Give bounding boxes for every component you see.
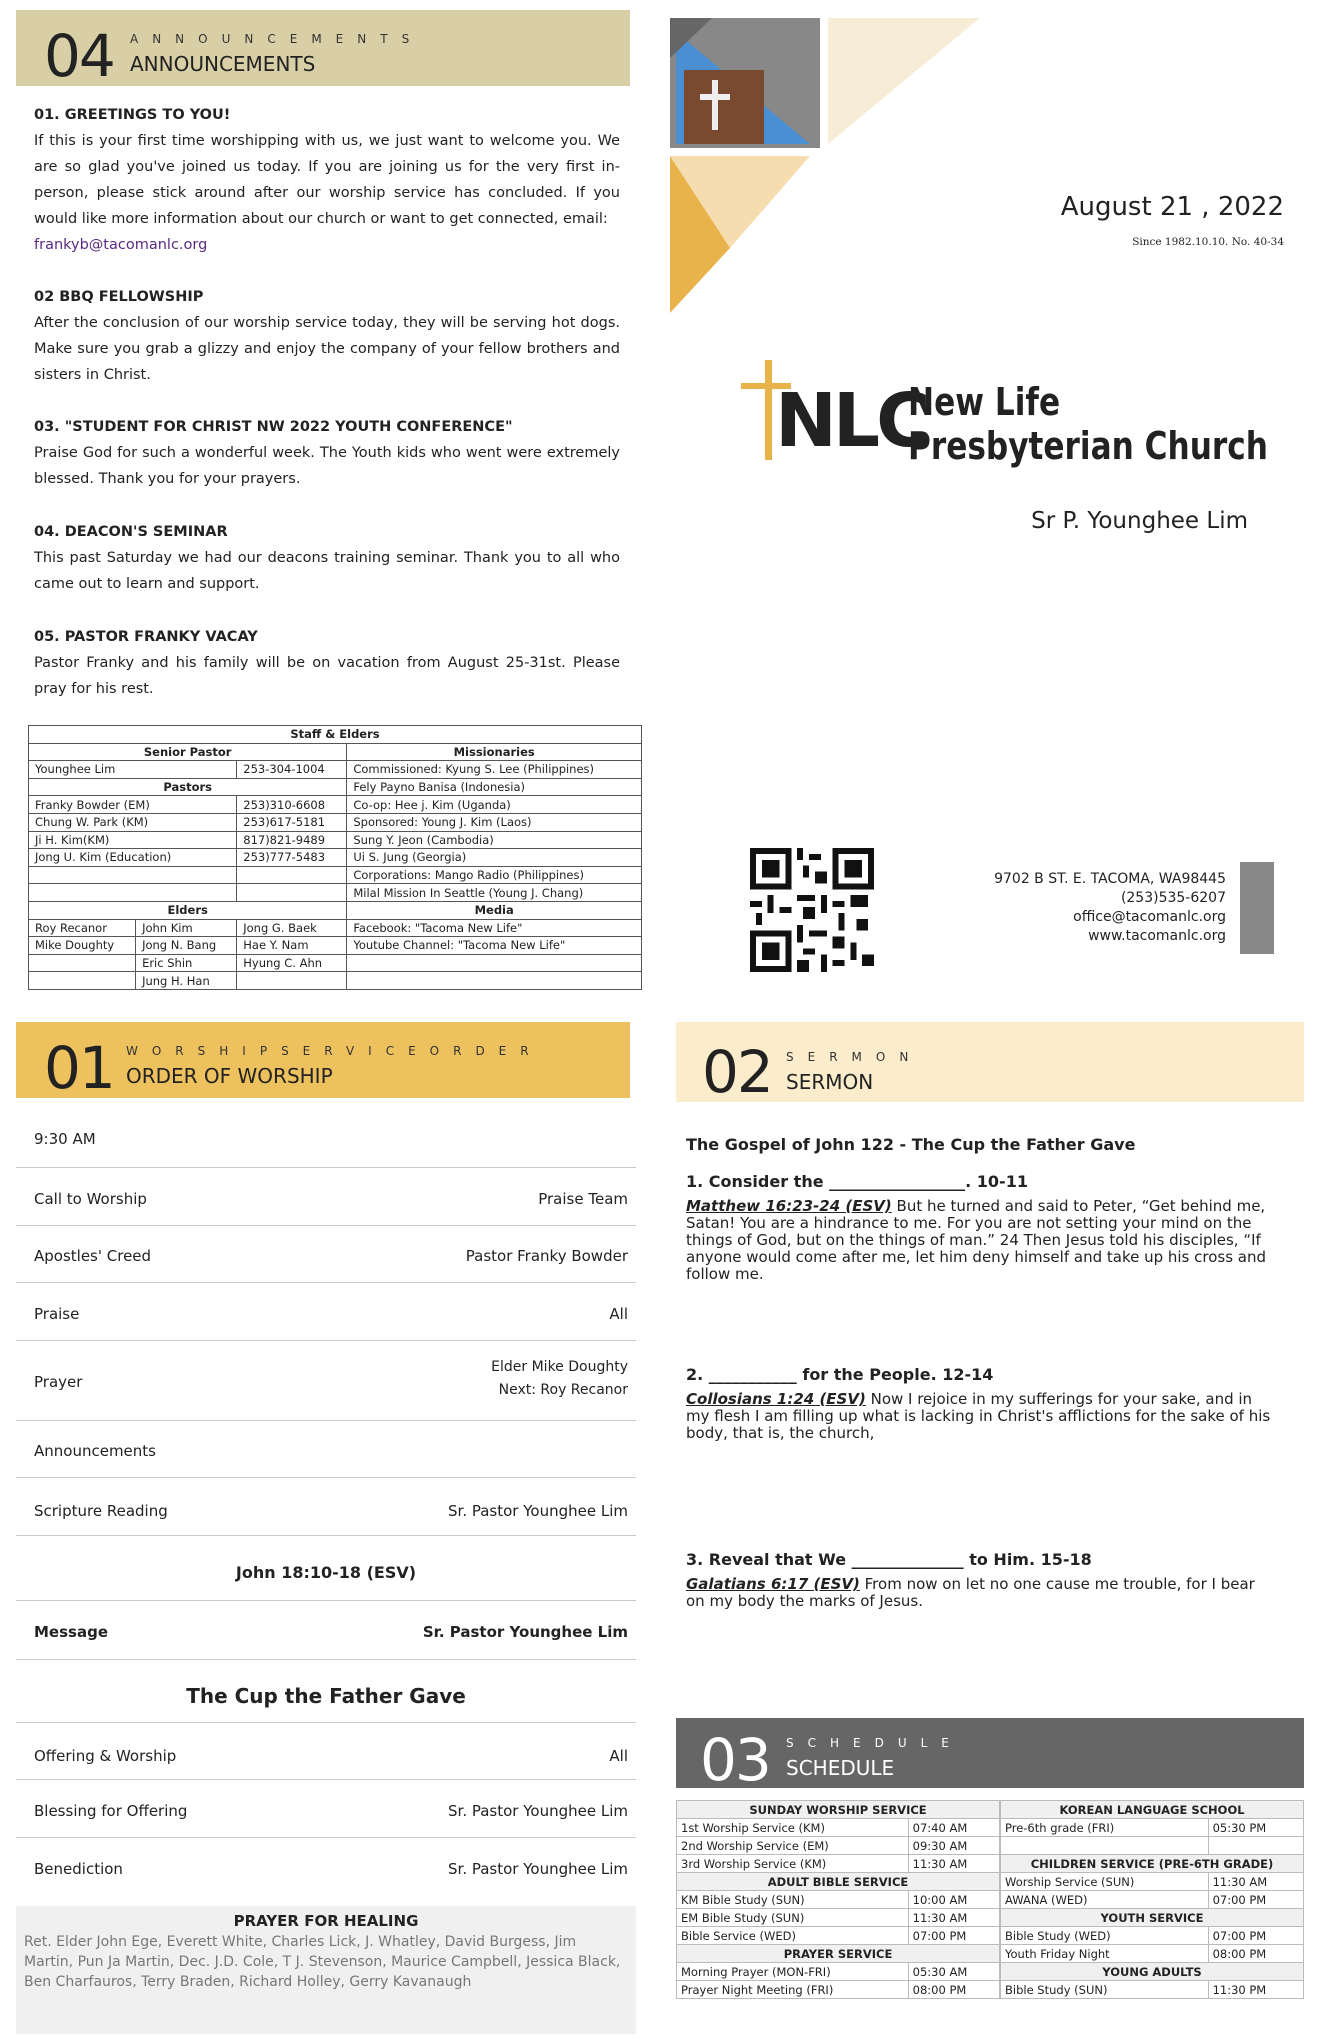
elder-name: Mike Doughty [29, 937, 136, 955]
schedule-time: 11:30 PM [1208, 1981, 1303, 1999]
senior-pastor-name: Younghee Lim [29, 761, 237, 779]
schedule-event: KM Bible Study (SUN) [677, 1891, 909, 1909]
schedule-section-row [677, 1801, 1000, 1819]
elder-name: Jong G. Baek [237, 919, 347, 937]
section-title: ORDER OF WORSHIP [126, 1064, 333, 1088]
schedule-section-heading: YOUTH SERVICE [1001, 1909, 1304, 1927]
schedule-row [677, 1981, 1000, 1999]
elder-name [29, 954, 136, 972]
announcement-body: After the conclusion of our worship service today, they will be serving hot dogs. Make sure you grab a glizzy and enjoy the company of your fellow brothers and sisters in Christ. [34, 315, 620, 383]
media-item [347, 954, 642, 972]
worship-item-leader: Pastor Franky Bowder [465, 1247, 628, 1265]
announcement-4 [34, 519, 620, 597]
schedule-event: Youth Friday Night [1001, 1945, 1209, 1963]
announcement-title: 02 BBQ FELLOWSHIP [34, 289, 204, 305]
phone: (253)535-6207 [1120, 890, 1226, 906]
schedule-row [677, 1837, 1000, 1855]
worship-item-label: Praise [34, 1305, 80, 1323]
announcement-1 [34, 102, 620, 258]
worship-time-row [16, 1120, 636, 1168]
elder-name: Roy Recanor [29, 919, 136, 937]
schedule-row [1001, 1873, 1304, 1891]
section-number: 02 [702, 1038, 772, 1106]
empty-cell [29, 866, 237, 884]
schedule-table-left [676, 1800, 1000, 1999]
section-title: SERMON [786, 1070, 874, 1094]
elder-name: Hae Y. Nam [237, 937, 347, 955]
issue-date: August 21 , 2022 [1060, 192, 1284, 222]
schedule-section-heading: SUNDAY WORSHIP SERVICE [677, 1801, 1000, 1819]
worship-row [16, 1722, 636, 1780]
pastor-name: Franky Bowder (EM) [29, 796, 237, 814]
missionary: Co-op: Hee j. Kim (Uganda) [347, 796, 642, 814]
schedule-row [1001, 1819, 1304, 1837]
schedule-row [677, 1855, 1000, 1873]
announcement-body: Pastor Franky and his family will be on vacation from August 25-31st. Please pray for his rest. [34, 655, 620, 697]
worship-item-label: Call to Worship [34, 1190, 147, 1208]
schedule-row [677, 1891, 1000, 1909]
schedule-time: 08:00 PM [908, 1981, 999, 1999]
schedule-time: 07:00 PM [1208, 1891, 1303, 1909]
pastor-phone: 253)777-5483 [237, 849, 347, 867]
worship-row [16, 1226, 636, 1283]
sermon-point-1 [686, 1173, 1274, 1283]
pastor-phone: 253)310-6608 [237, 796, 347, 814]
schedule-section-heading: ADULT BIBLE SERVICE [677, 1873, 1000, 1891]
schedule-row [1001, 1837, 1304, 1855]
worship-item-label: Benediction [34, 1860, 123, 1878]
cover-geometric-art [670, 18, 980, 318]
schedule-event: Worship Service (SUN) [1001, 1873, 1209, 1891]
logo-letters: NLC [775, 378, 927, 464]
scripture-reference: Galatians 6:17 (ESV) [686, 1575, 860, 1593]
announcement-title: 05. PASTOR FRANKY VACAY [34, 629, 258, 645]
section-spaced-title: WORSHIPSERVICEORDER [126, 1044, 543, 1058]
schedule-row [677, 1927, 1000, 1945]
section-title: ANNOUNCEMENTS [130, 52, 316, 76]
schedule-event: 2nd Worship Service (EM) [677, 1837, 909, 1855]
elders-heading: Elders [29, 901, 347, 919]
schedule-time: 07:00 PM [1208, 1927, 1303, 1945]
schedule-event [1001, 1837, 1209, 1855]
senior-pastor-heading: Senior Pastor [29, 743, 347, 761]
elder-name [237, 972, 347, 990]
schedule-section-row [1001, 1909, 1304, 1927]
scripture-text: But he turned and said to Peter, “Get behind me, Satan! You are a hindrance to me. For you are not setting your mind on the things of God, but on the things of man.” 24 Then Jesus told his disciples, “If anyone would come after me, let him deny himself and take up his cross and follow me. [686, 1197, 1267, 1283]
schedule-time: 11:30 AM [908, 1909, 999, 1927]
media-item: Facebook: "Tacoma New Life" [347, 919, 642, 937]
schedule-time: 11:30 AM [1208, 1873, 1303, 1891]
elder-name [29, 972, 136, 990]
address: 9702 B ST. E. TACOMA, WA98445 [994, 871, 1226, 887]
scripture-passage: John 18:10-18 (ESV) [235, 1563, 417, 1582]
worship-item-leader: Sr. Pastor Younghee Lim [448, 1502, 628, 1520]
cream-triangle [828, 18, 980, 144]
schedule-section-row [677, 1873, 1000, 1891]
prayer-title: PRAYER FOR HEALING [233, 1912, 419, 1930]
worship-row [16, 1780, 636, 1838]
schedule-section-heading: KOREAN LANGUAGE SCHOOL [1001, 1801, 1304, 1819]
announcement-title: 04. DEACON'S SEMINAR [34, 524, 228, 540]
pastor-name: Jong U. Kim (Education) [29, 849, 237, 867]
missionary: Milal Mission In Seattle (Young J. Chang) [347, 884, 642, 902]
worship-item-label: Blessing for Offering [34, 1802, 188, 1820]
scripture-reference: Matthew 16:23-24 (ESV) [686, 1197, 892, 1215]
worship-item-leader: Sr. Pastor Younghee Lim [422, 1623, 628, 1641]
schedule-time: 05:30 PM [1208, 1819, 1303, 1837]
section-spaced-title: SERMON [786, 1050, 923, 1064]
service-time: 9:30 AM [34, 1130, 96, 1148]
worship-item-leader: Sr. Pastor Younghee Lim [448, 1802, 628, 1820]
schedule-table-right [1000, 1800, 1304, 1999]
schedule-time: 07:00 PM [908, 1927, 999, 1945]
sermon-point-2 [686, 1366, 1274, 1442]
scripture-text: Now I rejoice in my sufferings for your sake, and in my flesh I am filling up what is lacking in Christ's afflictions for the sake of his body, that is, the church, [686, 1390, 1271, 1442]
schedule-section-row [677, 1945, 1000, 1963]
empty-cell [237, 884, 347, 902]
prayer-names: Ret. Elder John Ege, Everett White, Charles Lick, J. Whatley, David Burgess, Jim Martin, Pun Ja Martin, Dec. J.D. Cole, T J. Stevenson, Maurice Campbell, Jessica Black, Ben Charfauros, Terry Braden, Richard Holley, Gerry Kavanaugh [24, 1934, 621, 1990]
church-name-line-2: Presbyterian Church [908, 424, 1268, 468]
cross-bar [700, 94, 730, 100]
gray-accent-bar [1240, 862, 1274, 954]
section-number: 01 [44, 1034, 114, 1102]
schedule-event: AWANA (WED) [1001, 1891, 1209, 1909]
prayer-for-healing-box [16, 1906, 636, 2034]
elder-name: Hyung C. Ahn [237, 954, 347, 972]
worship-item-label: Message [34, 1623, 108, 1641]
section-spaced-title: ANNOUNCEMENTS [130, 32, 424, 46]
schedule-event: Bible Service (WED) [677, 1927, 909, 1945]
schedule-section-row [1001, 1801, 1304, 1819]
worship-row [16, 1421, 636, 1478]
email-link[interactable]: office@tacomanlc.org [1073, 909, 1226, 925]
announcement-5 [34, 624, 620, 702]
senior-pastor-phone: 253-304-1004 [237, 761, 347, 779]
cross-icon [712, 80, 718, 130]
worship-item-next-leader: Next: Roy Recanor [498, 1382, 628, 1398]
worship-row [16, 1838, 636, 1894]
worship-row [16, 1168, 636, 1226]
schedule-event: Bible Study (WED) [1001, 1927, 1209, 1945]
schedule-event: Prayer Night Meeting (FRI) [677, 1981, 909, 1999]
missionary: Sponsored: Young J. Kim (Laos) [347, 813, 642, 831]
announcement-3 [34, 414, 620, 492]
media-item: Youtube Channel: "Tacoma New Life" [347, 937, 642, 955]
worship-row [16, 1341, 636, 1421]
since-line: Since 1982.10.10. No. 40-34 [1132, 236, 1284, 248]
pastor-name: Ji H. Kim(KM) [29, 831, 237, 849]
section-spaced-title: SCHEDULE [786, 1736, 963, 1750]
message-title: The Cup the Father Gave [186, 1684, 466, 1708]
worship-row [16, 1283, 636, 1341]
pastor-name: Chung W. Park (KM) [29, 813, 237, 831]
announcements-header [16, 10, 630, 90]
media-heading: Media [347, 901, 642, 919]
schedule-event: 3rd Worship Service (KM) [677, 1855, 909, 1873]
pastor-phone: 253)617-5181 [237, 813, 347, 831]
schedule-section-row [1001, 1855, 1304, 1873]
missionary: Fely Payno Banisa (Indonesia) [347, 778, 642, 796]
worship-row [16, 1600, 636, 1660]
worship-header [16, 1022, 630, 1102]
schedule-event: Morning Prayer (MON-FRI) [677, 1963, 909, 1981]
logo-cross-vertical [765, 360, 772, 460]
point-heading: 3. Reveal that We ______________ to Him. 15-18 [686, 1550, 1092, 1569]
worship-item-leader: Sr. Pastor Younghee Lim [448, 1860, 628, 1878]
elder-name: Jong N. Bang [136, 937, 237, 955]
schedule-row [1001, 1891, 1304, 1909]
worship-item-leader: Elder Mike Doughty [491, 1359, 628, 1375]
announcement-2 [34, 284, 620, 388]
worship-item-label: Apostles' Creed [34, 1247, 152, 1265]
missionary: Sung Y. Jeon (Cambodia) [347, 831, 642, 849]
schedule-section-heading: PRAYER SERVICE [677, 1945, 1000, 1963]
worship-item-leader: All [609, 1747, 628, 1765]
missionary: Corporations: Mango Radio (Philippines) [347, 866, 642, 884]
announcement-body: If this is your first time worshipping with us, we just want to welcome you. We are so glad you've joined us today. If you are joining us for the very first in-person, please stick around after our worship service has concluded. If you would like more information about our church or want to get connected, email: [34, 133, 620, 227]
schedule-row [1001, 1945, 1304, 1963]
announcement-body: This past Saturday we had our deacons training seminar. Thank you to all who came out to learn and support. [34, 550, 620, 592]
schedule-event: EM Bible Study (SUN) [677, 1909, 909, 1927]
schedule-header [676, 1718, 1304, 1794]
worship-item-leader: All [609, 1305, 628, 1323]
announcement-title: 03. "STUDENT FOR CHRIST NW 2022 YOUTH CONFERENCE" [34, 419, 513, 435]
section-number: 03 [700, 1726, 770, 1794]
scripture-reference: Collosians 1:24 (ESV) [686, 1390, 866, 1408]
empty-cell [29, 884, 237, 902]
schedule-time: 09:30 AM [908, 1837, 999, 1855]
schedule-event: Pre-6th grade (FRI) [1001, 1819, 1209, 1837]
schedule-section-heading: YOUNG ADULTS [1001, 1963, 1304, 1981]
schedule-row [677, 1819, 1000, 1837]
section-title: SCHEDULE [786, 1756, 895, 1780]
elder-name: Jung H. Han [136, 972, 237, 990]
point-heading: 2. ___________ for the People. 12-14 [686, 1365, 994, 1384]
church-building-image [684, 70, 764, 144]
elder-name: Eric Shin [136, 954, 237, 972]
worship-item-leader: Praise Team [538, 1190, 628, 1208]
church-name-line-1: New Life [908, 380, 1061, 424]
point-heading: 1. Consider the _________________. 10-11 [686, 1172, 1028, 1191]
schedule-section-row [1001, 1963, 1304, 1981]
sermon-point-3 [686, 1551, 1274, 1610]
sermon-header [676, 1022, 1304, 1106]
schedule-time: 08:00 PM [1208, 1945, 1303, 1963]
worship-item-label: Announcements [34, 1442, 156, 1460]
website-link[interactable]: www.tacomanlc.org [1088, 928, 1226, 944]
worship-item-label: Scripture Reading [34, 1502, 168, 1520]
missionary: Ui S. Jung (Georgia) [347, 849, 642, 867]
schedule-row [677, 1963, 1000, 1981]
senior-pastor-name: Sr P. Younghee Lim [1031, 508, 1248, 534]
section-number: 04 [44, 22, 114, 90]
schedule-time: 05:30 AM [908, 1963, 999, 1981]
scripture-text: From now on let no one cause me trouble, for I bear on my body the marks of Jesus. [686, 1575, 1255, 1610]
empty-cell [237, 866, 347, 884]
schedule-event: 1st Worship Service (KM) [677, 1819, 909, 1837]
staff-elders-table [28, 725, 642, 990]
media-item [347, 972, 642, 990]
schedule-section-heading: CHILDREN SERVICE (PRE-6TH GRADE) [1001, 1855, 1304, 1873]
schedule-time: 07:40 AM [908, 1819, 999, 1837]
pastor-phone: 817)821-9489 [237, 831, 347, 849]
schedule-event: Bible Study (SUN) [1001, 1981, 1209, 1999]
announcement-email-link[interactable]: frankyb@tacomanlc.org [34, 237, 208, 253]
schedule-row [677, 1909, 1000, 1927]
worship-row [16, 1478, 636, 1536]
qr-code[interactable] [750, 848, 874, 972]
sermon-title: The Gospel of John 122 - The Cup the Father Gave [686, 1135, 1136, 1154]
missionary: Commissioned: Kyung S. Lee (Philippines) [347, 761, 642, 779]
worship-item-label: Offering & Worship [34, 1747, 177, 1765]
schedule-time: 10:00 AM [908, 1891, 999, 1909]
pastors-heading: Pastors [29, 778, 347, 796]
missionaries-heading: Missionaries [347, 743, 642, 761]
schedule-time: 11:30 AM [908, 1855, 999, 1873]
announcement-title: 01. GREETINGS TO YOU! [34, 107, 231, 123]
schedule-row [1001, 1981, 1304, 1999]
contact-block [900, 870, 1226, 946]
elder-name: John Kim [136, 919, 237, 937]
worship-item-label: Prayer [34, 1373, 83, 1391]
announcement-body: Praise God for such a wonderful week. The Youth kids who went were extremely blessed. Thank you for your prayers. [34, 445, 620, 487]
schedule-time [1208, 1837, 1303, 1855]
schedule-row [1001, 1927, 1304, 1945]
staff-title: Staff & Elders [29, 726, 642, 744]
